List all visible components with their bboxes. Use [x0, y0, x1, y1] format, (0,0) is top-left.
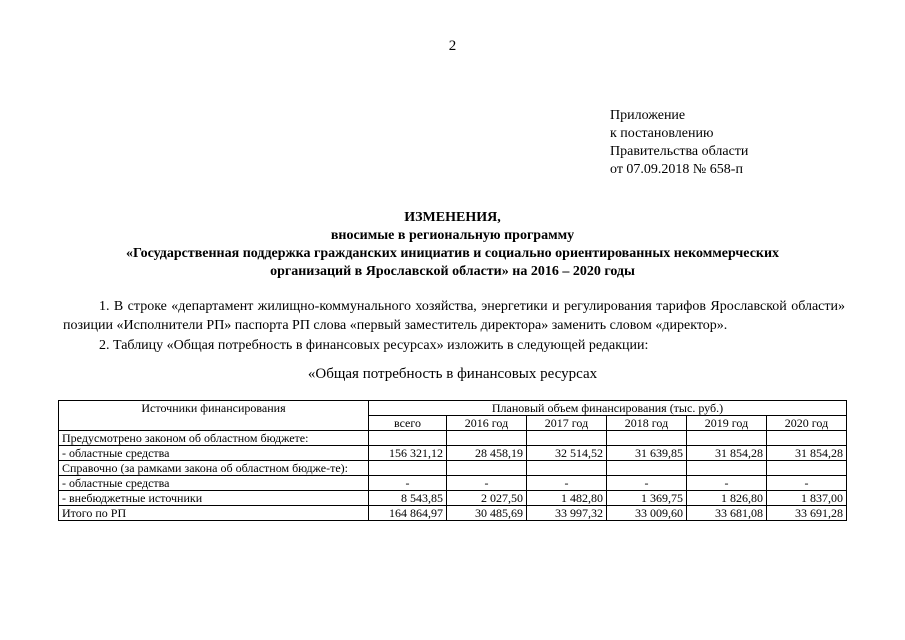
cell-value: 1 369,75	[607, 491, 687, 506]
financing-table	[58, 400, 847, 521]
table-row	[59, 491, 847, 506]
table-row	[59, 476, 847, 491]
cell-value: 31 639,85	[607, 446, 687, 461]
document-title	[40, 209, 865, 281]
cell-value	[607, 461, 687, 476]
table-row	[59, 446, 847, 461]
cell-value	[767, 431, 847, 446]
table-row	[59, 461, 847, 476]
cell-value: 33 681,08	[687, 506, 767, 521]
cell-value	[369, 461, 447, 476]
cell-value: 1 837,00	[767, 491, 847, 506]
cell-value	[767, 461, 847, 476]
cell-value	[527, 431, 607, 446]
appendix-block	[610, 107, 748, 179]
subheader-2016: 2016 год	[447, 416, 527, 431]
table-row	[59, 431, 847, 446]
cell-value	[687, 431, 767, 446]
header-sources: Источники финансирования	[59, 401, 369, 431]
cell-value	[447, 461, 527, 476]
cell-value	[527, 461, 607, 476]
subheader-total: всего	[369, 416, 447, 431]
cell-value: -	[767, 476, 847, 491]
appendix-line: Правительства области	[610, 144, 749, 159]
cell-value: 8 543,85	[369, 491, 447, 506]
subheader-2018: 2018 год	[607, 416, 687, 431]
row-label: - областные средства	[59, 476, 369, 491]
title-line: ИЗМЕНЕНИЯ,	[404, 210, 501, 225]
cell-value	[687, 461, 767, 476]
cell-value: -	[369, 476, 447, 491]
cell-value	[369, 431, 447, 446]
subheader-2019: 2019 год	[687, 416, 767, 431]
paragraph-1: 1. В строке «департамент жилищно-коммунального хозяйства, энергетики и регулирования тарифов Ярославской области» позиции «Исполнители РП» паспорта РП слова «первый заместитель директора» заменить словом «директор».	[63, 299, 845, 333]
cell-value: -	[447, 476, 527, 491]
cell-value: 156 321,12	[369, 446, 447, 461]
row-label: Справочно (за рамками закона об областном бюдже-те):	[59, 461, 369, 476]
appendix-line: от 07.09.2018 № 658-п	[610, 162, 743, 177]
cell-value: 28 458,19	[447, 446, 527, 461]
cell-value: -	[607, 476, 687, 491]
row-label: Итого по РП	[59, 506, 369, 521]
cell-value: -	[687, 476, 767, 491]
title-line: «Государственная поддержка гражданских инициатив и социально ориентированных некоммерческих	[125, 246, 780, 261]
cell-value	[447, 431, 527, 446]
page-number: 2	[448, 38, 457, 54]
cell-value: 31 854,28	[767, 446, 847, 461]
cell-value: 164 864,97	[369, 506, 447, 521]
paragraph-2: 2. Таблицу «Общая потребность в финансовых ресурсах» изложить в следующей редакции:	[99, 338, 649, 353]
cell-value: 2 027,50	[447, 491, 527, 506]
row-label: - внебюджетные источники	[59, 491, 369, 506]
subheader-2017: 2017 год	[527, 416, 607, 431]
title-line: организаций в Ярославской области» на 2016 – 2020 годы	[270, 264, 635, 279]
title-line: вносимые в региональную программу	[330, 228, 575, 243]
cell-value	[607, 431, 687, 446]
row-label: Предусмотрено законом об областном бюджете:	[59, 431, 369, 446]
cell-value: -	[527, 476, 607, 491]
row-label: - областные средства	[59, 446, 369, 461]
cell-value: 33 009,60	[607, 506, 687, 521]
cell-value: 1 826,80	[687, 491, 767, 506]
cell-value: 32 514,52	[527, 446, 607, 461]
cell-value: 33 691,28	[767, 506, 847, 521]
subheader-2020: 2020 год	[767, 416, 847, 431]
table-row	[59, 506, 847, 521]
cell-value: 33 997,32	[527, 506, 607, 521]
cell-value: 30 485,69	[447, 506, 527, 521]
cell-value: 31 854,28	[687, 446, 767, 461]
appendix-line: к постановлению	[610, 126, 714, 141]
cell-value: 1 482,80	[527, 491, 607, 506]
table-caption: «Общая потребность в финансовых ресурсах	[307, 366, 598, 382]
header-planned: Плановый объем финансирования (тыс. руб.)	[369, 401, 847, 416]
appendix-line: Приложение	[610, 108, 686, 123]
